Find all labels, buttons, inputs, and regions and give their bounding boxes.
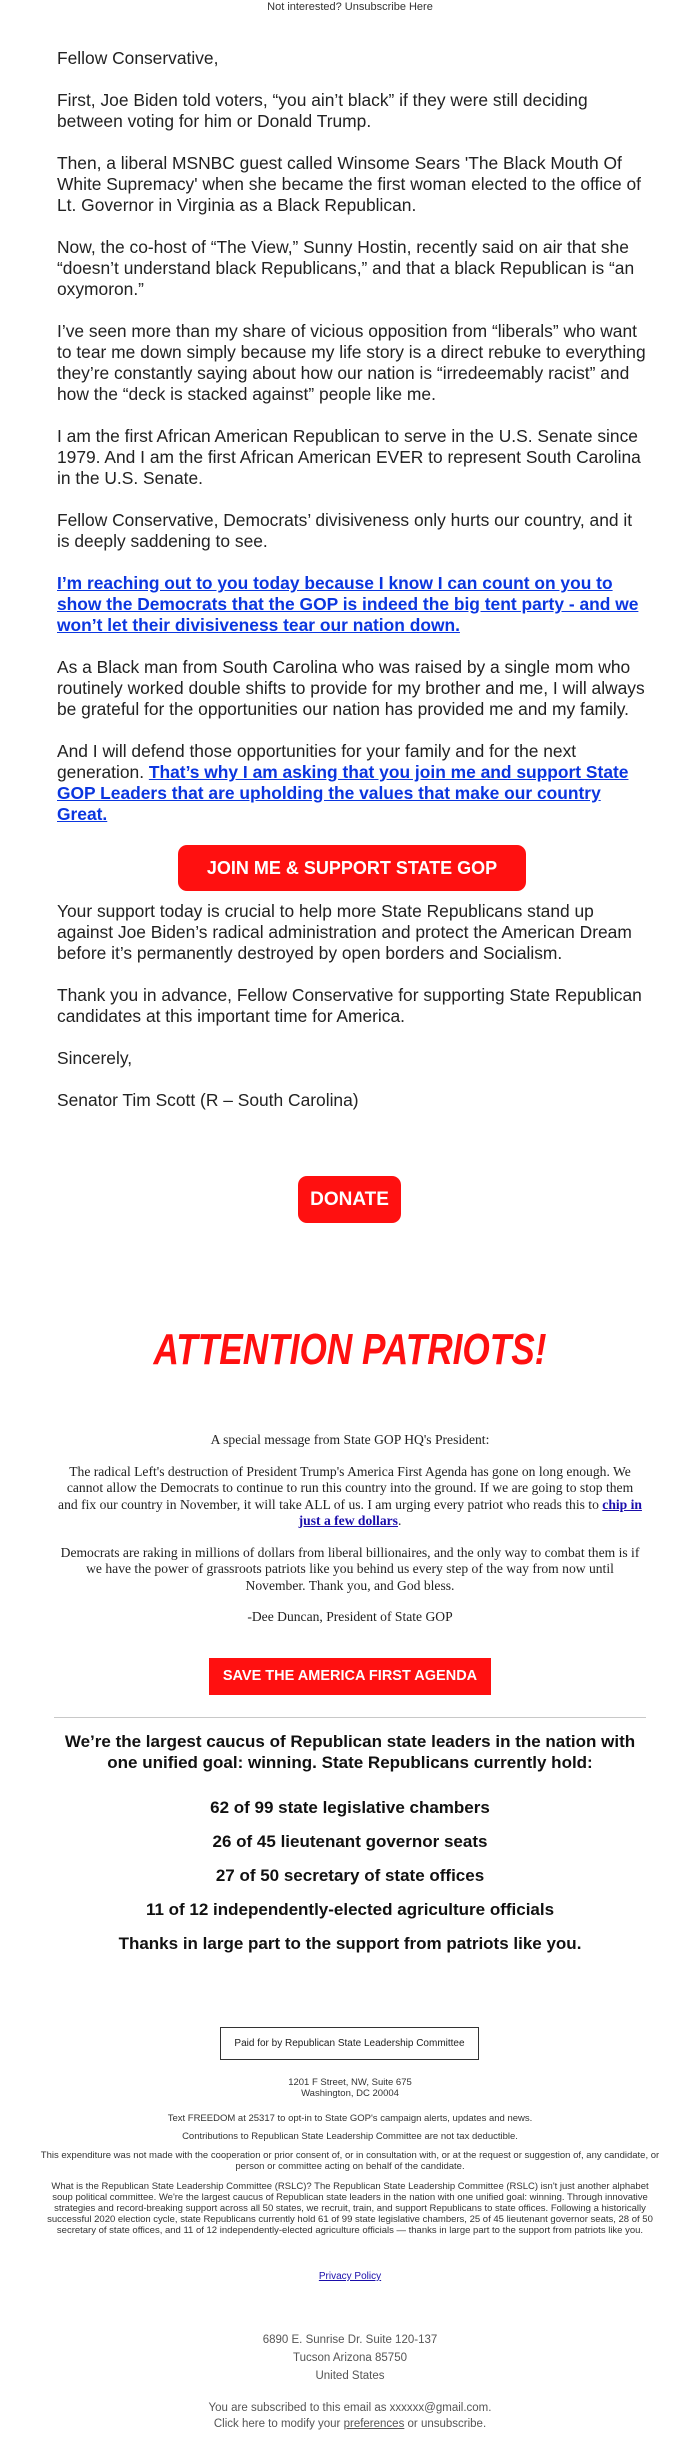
special-paragraph bbox=[58, 1464, 642, 1530]
letter-paragraph: Then, a liberal MSNBC guest called Winsome Sears 'The Black Mouth Of White Supremacy' when she became the first woman elected to the office of Lt. Governor in Virginia as a Black Republican. bbox=[57, 153, 641, 215]
special-text: The radical Left's destruction of President Trump's America First Agenda has gone on long enough. We cannot allow the Democrats to continue to run this country into the ground. If we are going to stop them and fix our country in November, it will take ALL of us. I am urging every patriot who reads this to bbox=[58, 1463, 634, 1512]
preferences-link[interactable]: preferences bbox=[343, 2418, 405, 2430]
unsubscribe-header bbox=[0, 0, 700, 18]
chip-in-link[interactable]: chip in just a few dollars bbox=[298, 1496, 642, 1528]
subscription-info bbox=[0, 2400, 700, 2432]
stat-item: 62 of 99 state legislative chambers bbox=[210, 1798, 490, 1817]
letter-paragraph bbox=[57, 573, 647, 636]
donate-button[interactable]: DONATE bbox=[298, 1176, 401, 1223]
closing: Sincerely, bbox=[57, 1048, 133, 1068]
postal-line: Tucson Arizona 85750 bbox=[292, 2352, 407, 2364]
letter-paragraph bbox=[57, 741, 647, 825]
stat-item: 27 of 50 secretary of state offices bbox=[215, 1866, 485, 1885]
special-intro: A special message from State GOP HQ's President: bbox=[210, 1432, 490, 1447]
special-message bbox=[58, 1432, 642, 1641]
committee-address bbox=[40, 2077, 660, 2099]
defend-text: And I will defend those opportunities for your family and for the next generation. bbox=[57, 741, 577, 782]
text-optin: Text FREEDOM at 25317 to opt-in to State GOP's campaign alerts, updates and news. bbox=[167, 2113, 533, 2124]
letter-body bbox=[57, 48, 647, 1132]
stat-item: 11 of 12 independently-elected agriculture officials bbox=[145, 1900, 555, 1919]
letter-paragraph: I am the first African American Republican to serve in the U.S. Senate since 1979. And I am the first African American EVER to represent South Carolina in the U.S. Senate. bbox=[57, 426, 641, 488]
greeting: Fellow Conservative, bbox=[57, 48, 219, 68]
stats-section bbox=[50, 1731, 650, 1967]
letter-paragraph: As a Black man from South Carolina who was raised by a single mom who routinely worked double shifts to provide for my brother and me, I will always be grateful for the opportunities our nation has provided me and my family. bbox=[57, 657, 645, 719]
postal-line: United States bbox=[315, 2370, 385, 2382]
postal-line: 6890 E. Sunrise Dr. Suite 120-137 bbox=[262, 2334, 438, 2346]
unsubscribe-link[interactable]: Not interested? Unsubscribe Here bbox=[267, 1, 433, 13]
special-paragraph: Democrats are raking in millions of dollars from liberal billionaires, and the only way to combat them is if we have the power of grassroots patriots like you behind us every step of the way from now until November. Thank you, and God bless. bbox=[60, 1544, 640, 1593]
divider bbox=[54, 1717, 646, 1718]
paid-for-box: Paid for by Republican State Leadership Committee bbox=[220, 2027, 479, 2060]
address-line: 1201 F Street, NW, Suite 675 bbox=[288, 2077, 412, 2088]
signature: Senator Tim Scott (R – South Carolina) bbox=[57, 1090, 359, 1110]
attention-headline: ATTENTION PATRIOTS! bbox=[153, 1325, 547, 1374]
letter-paragraph: I’ve seen more than my share of vicious opposition from “liberals” who want to tear me down simply because my life story is a direct rebuke to everything they’re constantly saying about how our nation is “irredeemably racist” and how the “deck is stacked against” people like me. bbox=[57, 321, 646, 404]
letter-paragraph: First, Joe Biden told voters, “you ain’t black” if they were still deciding between voting for him or Donald Trump. bbox=[57, 90, 588, 131]
big-tent-link[interactable]: I’m reaching out to you today because I know I can count on you to show the Democrats that the GOP is indeed the big tent party - and we won’t let their divisiveness tear our nation down. bbox=[57, 573, 639, 635]
special-text-end: . bbox=[397, 1513, 402, 1528]
letter-paragraph: Thank you in advance, Fellow Conservative for supporting State Republican candidates at this important time for America. bbox=[57, 985, 642, 1026]
support-leaders-link[interactable]: That’s why I am asking that you join me and support State GOP Leaders that are upholding the values that make our country Great. bbox=[57, 762, 629, 824]
subscribed-email: You are subscribed to this email as xxxxxx@gmail.com. bbox=[208, 2402, 492, 2414]
stats-thanks: Thanks in large part to the support from patriots like you. bbox=[118, 1934, 582, 1953]
letter-paragraph: Now, the co-host of “The View,” Sunny Hostin, recently said on air that she “doesn’t understand black Republicans,” and that a black Republican is “an oxymoron.” bbox=[57, 237, 635, 299]
address-line: Washington, DC 20004 bbox=[301, 2088, 399, 2099]
privacy-section bbox=[40, 2271, 660, 2282]
contributions-disclaimer: Contributions to Republican State Leadership Committee are not tax deductible. bbox=[182, 2131, 518, 2142]
modify-text: Click here to modify your bbox=[213, 2418, 344, 2430]
letter-paragraph: Fellow Conservative, Democrats’ divisiveness only hurts our country, and it is deeply saddening to see. bbox=[57, 510, 633, 551]
stats-intro: We’re the largest caucus of Republican state leaders in the nation with one unified goal: winning. State Republicans currently hold: bbox=[64, 1732, 636, 1772]
modify-text-end: or unsubscribe. bbox=[404, 2418, 487, 2430]
privacy-policy-link[interactable]: Privacy Policy bbox=[318, 2271, 382, 2282]
rslc-description: What is the Republican State Leadership Committee (RSLC)? The Republican State Leadership Committee (RSLC) isn't just another alphabet soup political committee. We're the largest caucus of Republican state leaders in the nation with one unified goal: winning. Through innovative strategies and record-breaking support across all 50 states, we recruit, train, and support Republicans to state offices. Following a historically successful 2020 election cycle, state Republicans currently hold 61 of 99 state legislative chambers, 25 of 45 lieutenant governor seats, 28 of 50 secretary of state offices, and 11 of 12 independently-elected agriculture officials — thanks in large part to the support from patriots like you. bbox=[47, 2181, 653, 2236]
special-signoff: -Dee Duncan, President of State GOP bbox=[247, 1609, 453, 1624]
modify-preferences bbox=[0, 2416, 700, 2432]
postal-address bbox=[0, 2331, 700, 2385]
save-agenda-button[interactable]: SAVE THE AMERICA FIRST AGENDA bbox=[209, 1658, 491, 1695]
letter-paragraph: Your support today is crucial to help more State Republicans stand up against Joe Biden’s radical administration and protect the American Dream before it’s permanently destroyed by open borders and Socialism. bbox=[57, 901, 632, 963]
stat-item: 26 of 45 lieutenant governor seats bbox=[212, 1832, 488, 1851]
join-support-button[interactable]: JOIN ME & SUPPORT STATE GOP bbox=[178, 845, 526, 891]
expenditure-disclaimer: This expenditure was not made with the cooperation or prior consent of, or in consultation with, or at the request or suggestion of, any candidate, or person or committee acting on behalf of the candidate. bbox=[40, 2150, 660, 2172]
